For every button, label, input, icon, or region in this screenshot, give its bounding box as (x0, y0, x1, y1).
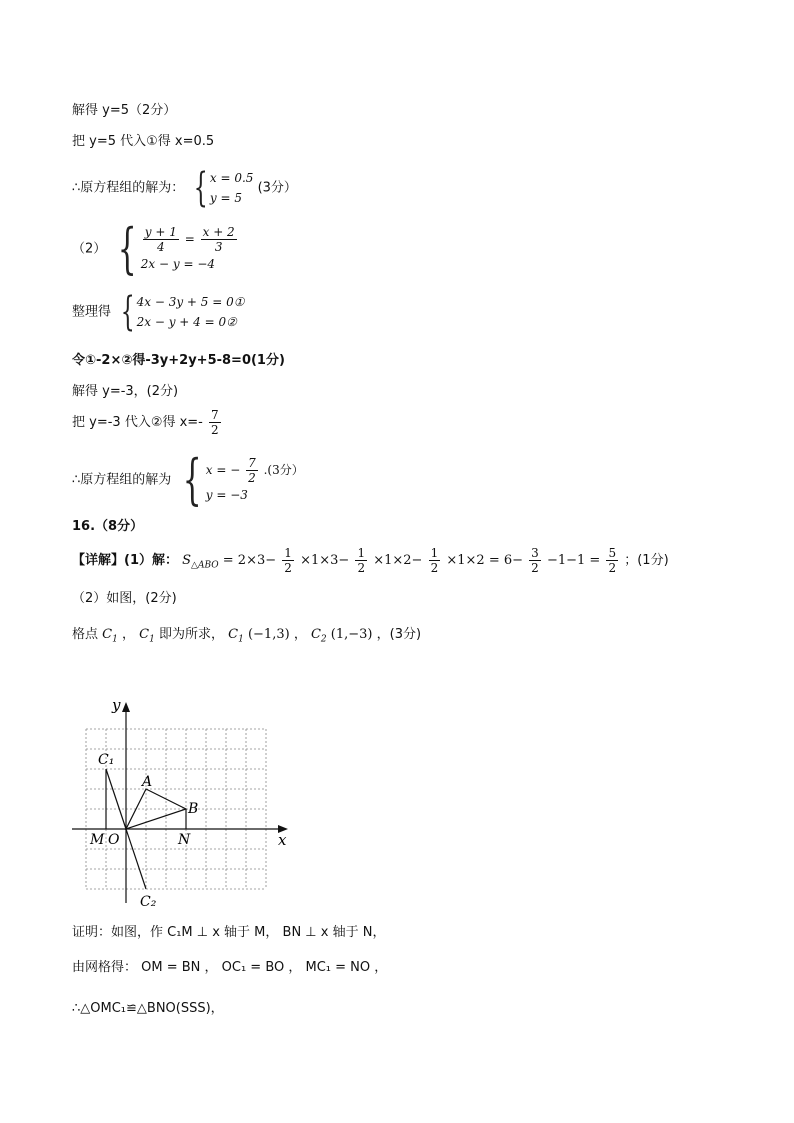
proof-construction: 证明：如图，作 C₁M ⊥ x 轴于 M， BN ⊥ x 轴于 N， (72, 925, 386, 940)
proof-equalities: 由网格得： OM = BN ， OC₁ = BO ， MC₁ = NO ， (72, 960, 388, 975)
brace-icon: { (118, 217, 138, 280)
solution-line-y-3: 解得 y=-3，(2分) (72, 384, 179, 399)
system-row: 2x − y + 4 = 0② (136, 315, 237, 329)
equation-system (115, 289, 245, 335)
equation-system (110, 217, 238, 280)
point-o-label: O (108, 832, 120, 848)
system-solution-1 (72, 165, 297, 211)
part-2-figure-note: （2）如图，(2分) (72, 591, 177, 606)
equation-system (175, 448, 304, 511)
brace-icon: { (183, 448, 203, 511)
point-m-label: M (90, 832, 105, 848)
simplify-label: 整理得 (72, 304, 112, 320)
axes (72, 702, 288, 903)
coordinate-grid-figure (60, 690, 300, 910)
elimination-line: 令①-2×②得-3y+2y+5-8=0(1分) (72, 353, 285, 368)
brace-icon: { (120, 289, 135, 335)
system-solution-2 (72, 448, 304, 511)
part-2-system (72, 217, 239, 280)
substitute-text: 把 y=-3 代入②得 x=- (72, 415, 203, 430)
point-c2-label: C₂ (140, 894, 157, 910)
proof-congruence: ∴△OMC₁≌△BNO(SSS)， (72, 1001, 224, 1016)
substitute-line-2 (72, 408, 223, 437)
system-row: x = 0.5 (209, 171, 254, 185)
point-a-label: A (142, 774, 153, 790)
simplified-system (72, 289, 245, 335)
system-row: 4x − 3y + 5 = 0① (136, 295, 245, 309)
system-row: $\frac{y + 1}{4}$ = $\frac{x + 2}{3}$ (144, 224, 235, 254)
point-b-label: B (188, 801, 199, 817)
segment-oc2 (126, 829, 146, 889)
solution-label: ∴原方程组的解为 (72, 472, 172, 488)
system-row: y = −3 (205, 487, 248, 502)
point-c1-label: C₁ (98, 752, 115, 768)
system-row: x = − $\frac{7}{2}$ .(3分） (205, 455, 304, 485)
question-16-header: 16.（8分） (72, 519, 144, 534)
part-label: （2） (72, 241, 107, 257)
system-row: y = 5 (209, 191, 242, 205)
solution-label: ∴原方程组的解为： (72, 180, 185, 196)
area-calculation: 【详解】(1）解： $S_{\triangle ABO} = 2\times 3-$ $\frac{1}{2}$ ×1×3− $\frac{1}{2}$ ×1×2− $\frac{1}{2}$ ×1×2 = 6− $\frac{3}{2}$ −1−1 = $\frac{5}{2}$ ；(1分) (72, 546, 669, 575)
system-row: 2x − y = −4 (140, 256, 216, 271)
point-n-label: N (178, 832, 191, 848)
segment-c1o (106, 769, 126, 829)
y-axis-label: y (112, 696, 121, 714)
x-axis-label: x (278, 831, 287, 849)
solution-line-y5: 解得 y=5（2分） (72, 103, 177, 118)
lattice-points-line: 格点 $C_1$ ， $C_1$ 即为所求， $C_1$ (−1,3) ， $C_2$ (1,−3) ，(3分) (72, 627, 422, 645)
fraction: $\frac{7}{2}$ (211, 408, 219, 437)
brace-icon: { (194, 165, 209, 211)
equation-system (188, 165, 254, 211)
substitute-line-1: 把 y=5 代入①得 x=0.5 (72, 134, 215, 149)
score-note: (3分） (257, 180, 297, 196)
